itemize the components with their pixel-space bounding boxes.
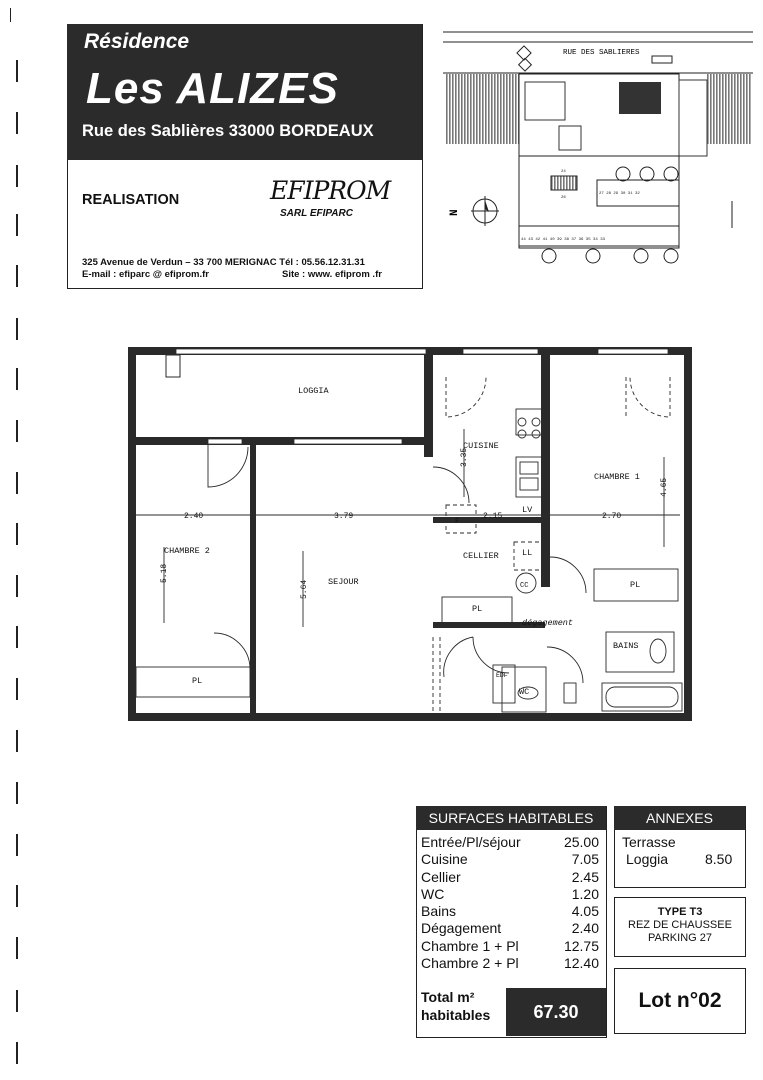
annexes-title: ANNEXES [614,806,745,830]
dim-width-sejour: 3.79 [334,512,354,521]
contact-address: 325 Avenue de Verdun – 33 700 MERIGNAC Tél : 05.56.12.31.31 [82,257,365,268]
dim-height-sejour: 5.64 [300,579,309,599]
dim-width-cuisine: 2.15 [483,512,503,521]
binder-mark [16,60,18,82]
binder-mark [16,420,18,442]
label-pl-entree: PL [472,604,483,614]
room-chambre1: CHAMBRE 1 [594,472,640,482]
floor-plan [128,347,692,721]
dim-height-chambre1: 4.65 [660,477,669,497]
annex-loggia-value: 8.50 [705,851,733,867]
site-plan [443,26,753,276]
dim-height-cuisine: 3.35 [460,447,469,467]
binder-mark [16,937,18,959]
lot-number: Lot n°02 [614,968,746,1034]
surface-row: Cuisine 7.05 [421,851,599,868]
binder-mark [16,782,18,804]
surface-row: Chambre 1 + Pl 12.75 [421,937,599,954]
binder-mark [16,1042,18,1064]
binder-mark [16,318,18,340]
annex-terrasse: Terrasse [622,834,676,850]
binder-mark [16,730,18,752]
surface-row: Entrée/Pl/séjour 25.00 [421,834,599,850]
room-sejour: SEJOUR [328,577,359,587]
type-box [614,897,746,957]
surface-row: Dégagement 2.40 [421,920,599,937]
surface-row: Cellier 2.45 [421,868,599,885]
total-label: Total m² habitables [421,989,491,1023]
binder-mark [16,990,18,1012]
contact-site: Site : www. efiprom .fr [282,269,382,280]
dim-width-chambre1: 2.70 [602,512,622,521]
surfaces-title: SURFACES HABITABLES [416,806,606,830]
binder-mark [16,214,18,236]
room-cuisine: CUISINE [463,441,499,451]
label-pl-chambre1: PL [630,580,641,590]
dim-width-chambre2: 2.40 [184,512,204,521]
contact-email: E-mail : efiparc @ efiprom.fr [82,269,209,280]
label-pl-chambre2: PL [192,676,203,686]
room-wc: WC [519,687,530,697]
total-value: 67.30 [506,988,606,1036]
room-cellier: CELLIER [463,551,499,561]
room-loggia: LOGGIA [298,386,329,396]
binder-mark [16,368,18,390]
parking-label: PARKING 27 [648,932,712,944]
annex-loggia-label: Loggia [626,851,669,867]
binder-mark [16,678,18,700]
level-label: REZ DE CHAUSSEE [628,919,732,931]
label-cc: CC [520,582,529,590]
street-label: RUE DES SABLIERES [563,49,640,57]
svg-text:26: 26 [561,196,566,200]
label-lv: LV [522,505,533,515]
svg-text:24: 24 [561,170,566,174]
surface-row: Chambre 2 + Pl 12.40 [421,955,599,972]
surface-row: WC 1.20 [421,885,599,902]
realisation-label: REALISATION [82,192,180,208]
room-bains: BAINS [613,641,639,651]
brand-subtitle: SARL EFIPARC [280,208,353,219]
north-label: N [449,209,461,216]
room-chambre2: CHAMBRE 2 [164,546,210,556]
room-degagement: dégagement [522,618,574,628]
binder-mark [16,523,18,545]
svg-text:44 43 42 41 40 39 38 37 36 35: 44 43 42 41 40 39 38 37 36 35 34 33 [521,238,606,242]
svg-text:27 28 29 30 31 32: 27 28 29 30 31 32 [599,192,640,196]
label-f: F [455,518,460,526]
surface-row: Bains 4.05 [421,903,599,920]
binder-mark [16,885,18,907]
binder-mark [16,472,18,494]
residence-address: Rue des Sablières 33000 BORDEAUX [82,122,374,140]
residence-name: Les ALIZES [86,64,339,113]
binder-mark [10,8,11,22]
label-ll: LL [522,548,533,558]
binder-mark [16,834,18,856]
binder-mark [16,626,18,648]
label-edf: EDF [496,672,508,679]
brand-logo: EFIPROM [270,176,391,205]
type-label: TYPE T3 [657,906,703,918]
binder-mark [16,265,18,287]
dim-height-chambre2: 5.18 [160,563,169,583]
binder-mark [16,165,18,187]
binder-mark [16,575,18,597]
residence-label: Résidence [84,30,190,53]
surfaces-rows [421,834,599,972]
binder-mark [16,112,18,134]
